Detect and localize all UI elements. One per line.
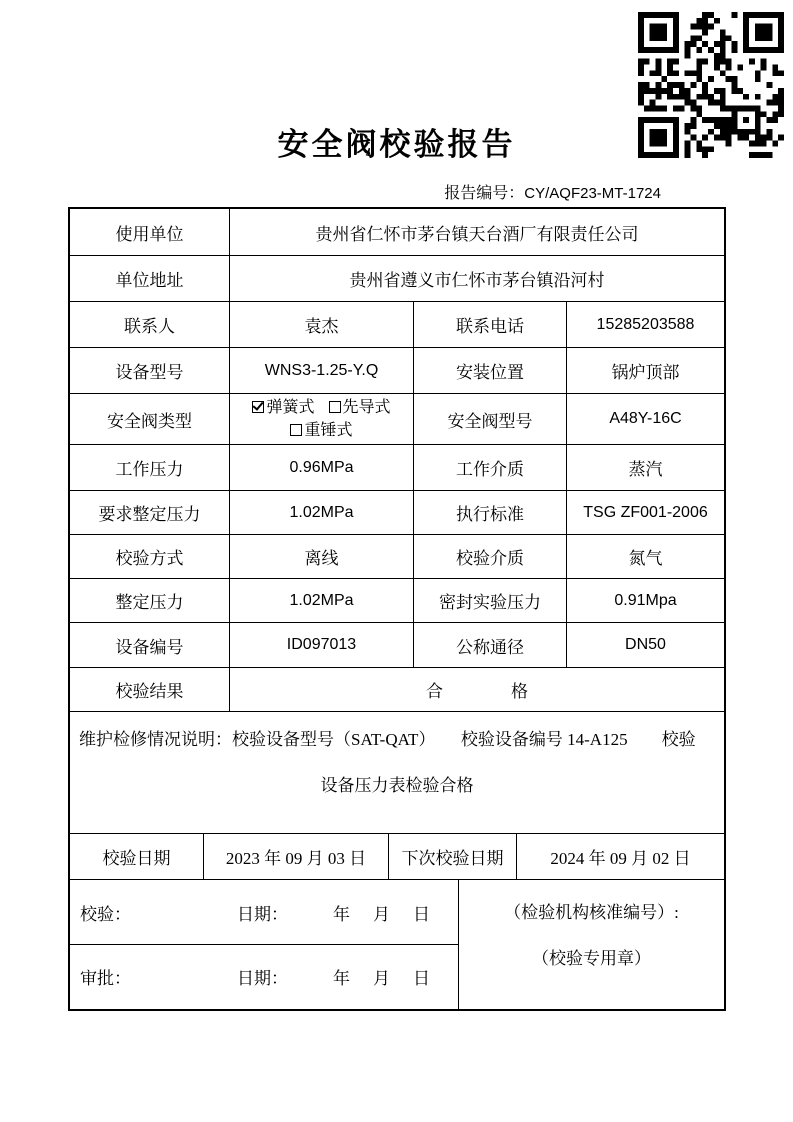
seal-test-pressure-label: 密封实验压力	[413, 579, 566, 622]
table-row	[70, 255, 724, 301]
result-value: 合 格	[229, 668, 724, 711]
use-unit-value: 贵州省仁怀市茅台镇天台酒厂有限责任公司	[229, 209, 724, 255]
valve-type-option-spring: 弹簧式	[266, 399, 315, 416]
maintenance-note-line2: 设备压力表检验合格	[320, 776, 474, 795]
valve-type-option-pilot: 先导式	[342, 399, 391, 416]
next-calibration-date-value: 2024 年 09 月 02 日	[516, 834, 724, 879]
maintenance-note	[70, 712, 724, 833]
checked-checkbox-icon	[252, 401, 264, 413]
contact-value: 袁杰	[229, 302, 413, 347]
table-row	[70, 578, 724, 622]
table-row	[70, 393, 724, 444]
install-position-value: 锅炉顶部	[566, 348, 724, 393]
work-pressure-label: 工作压力	[115, 460, 184, 479]
device-model-label: 设备型号	[115, 363, 184, 382]
install-position-label: 安装位置	[413, 348, 566, 393]
calibration-stamp-line: （校验专用章）	[532, 949, 651, 968]
valve-type-label: 安全阀类型	[107, 411, 192, 431]
work-medium-value: 蒸汽	[566, 445, 724, 490]
report-table	[68, 207, 726, 1011]
approve-label: 审批：	[80, 969, 131, 988]
approve-date-label: 日期：	[237, 969, 288, 988]
unit-address-label: 单位地址	[115, 271, 184, 290]
table-row	[70, 490, 724, 534]
verify-label: 校验：	[80, 904, 131, 924]
table-row	[70, 444, 724, 490]
use-unit-label: 使用单位	[115, 224, 184, 244]
calibration-date-value: 2023 年 09 月 03 日	[203, 834, 388, 879]
work-medium-label: 工作介质	[413, 445, 566, 490]
unchecked-checkbox-icon	[290, 424, 302, 436]
table-row	[70, 347, 724, 393]
table-row	[70, 209, 724, 255]
table-row	[70, 833, 724, 879]
standard-value: TSG ZF001-2006	[566, 491, 724, 534]
device-number-value: ID097013	[229, 623, 413, 667]
calibration-method-value: 离线	[229, 535, 413, 578]
maintenance-note-line1: 维护检修情况说明：校验设备型号（SAT-QAT） 校验设备编号 14-A125 校验	[79, 730, 696, 749]
unchecked-checkbox-icon	[329, 401, 341, 413]
seal-test-pressure-value: 0.91Mpa	[566, 579, 724, 622]
device-model-value: WNS3-1.25-Y.Q	[229, 348, 413, 393]
valve-type-option-weight: 重锤式	[304, 422, 353, 439]
qr-code	[638, 12, 784, 158]
calibration-method-label: 校验方式	[115, 549, 184, 568]
approve-signature-row	[70, 944, 458, 1008]
page-title: 安全阀校验报告	[277, 127, 516, 162]
nominal-diameter-label: 公称通径	[413, 623, 566, 667]
set-pressure-value: 1.02MPa	[229, 579, 413, 622]
table-row	[70, 301, 724, 347]
contact-label: 联系人	[124, 317, 175, 336]
nominal-diameter-value: DN50	[566, 623, 724, 667]
report-number-value: CY/AQF23-MT-1724	[524, 185, 661, 202]
next-calibration-date-label: 下次校验日期	[388, 834, 516, 879]
org-approval-number-line: （检验机构核准编号）:	[504, 903, 679, 922]
calibration-medium-label: 校验介质	[413, 535, 566, 578]
required-set-pressure-value: 1.02MPa	[229, 491, 413, 534]
verify-date-label: 日期：	[237, 904, 288, 924]
calibration-date-label: 校验日期	[102, 849, 171, 868]
set-pressure-label: 整定压力	[115, 593, 184, 612]
table-row	[70, 711, 724, 833]
report-number-label: 报告编号：	[444, 185, 525, 202]
unit-address-value: 贵州省遵义市仁怀市茅台镇沿河村	[229, 256, 724, 301]
valve-model-value: A48Y-16C	[566, 394, 724, 444]
device-number-label: 设备编号	[115, 637, 184, 657]
report-number	[0, 180, 661, 203]
approve-ymd: 年 月 日	[333, 969, 433, 988]
verify-signature-row	[70, 880, 458, 944]
phone-value: 15285203588	[566, 302, 724, 347]
valve-type-options	[229, 394, 413, 444]
table-row	[70, 622, 724, 667]
standard-label: 执行标准	[413, 491, 566, 534]
signature-left	[70, 880, 458, 1009]
table-row	[70, 667, 724, 711]
valve-model-label: 安全阀型号	[413, 394, 566, 444]
phone-label: 联系电话	[413, 302, 566, 347]
table-row	[70, 534, 724, 578]
required-set-pressure-label: 要求整定压力	[98, 505, 201, 524]
verify-ymd: 年 月 日	[333, 904, 433, 924]
signature-section	[70, 879, 724, 1009]
org-stamp-area	[458, 880, 724, 1009]
calibration-medium-value: 氮气	[566, 535, 724, 578]
work-pressure-value: 0.96MPa	[229, 445, 413, 490]
result-label: 校验结果	[115, 682, 184, 701]
